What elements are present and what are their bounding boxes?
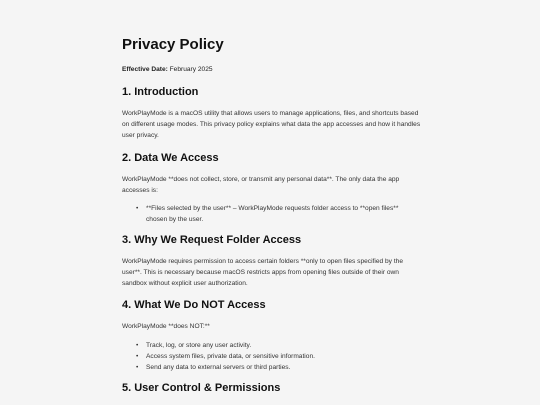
section-heading-folder-access: 3. Why We Request Folder Access bbox=[122, 234, 302, 246]
section-heading-user-control: 5. User Control & Permissions bbox=[122, 382, 281, 394]
not-access-list bbox=[122, 340, 416, 373]
effective-date bbox=[122, 66, 213, 73]
list-item: • **Files selected by the user** – WorkPlayMode requests folder access to **open files** chosen by the user. bbox=[136, 203, 416, 225]
section-paragraph-data-access: WorkPlayMode **does not collect, store, or transmit any personal data**. The only data the app accesses is: bbox=[122, 176, 400, 194]
section-heading-data-access: 2. Data We Access bbox=[122, 152, 219, 164]
section-paragraph-introduction: WorkPlayMode is a macOS utility that allows users to manage applications, files, and shortcuts based on different usage modes. This privacy policy explains what data the app accesses and how it handles user privacy. bbox=[122, 110, 421, 139]
list-item: • Access system files, private data, or sensitive information. bbox=[136, 351, 416, 362]
section-paragraph-folder-access: WorkPlayMode requires permission to access certain folders **only to open files specified by the user**. This is necessary because macOS restricts apps from opening files outside of their own sandbox without explicit user authorization. bbox=[122, 258, 403, 287]
page-title: Privacy Policy bbox=[122, 36, 224, 53]
section-heading-introduction: 1. Introduction bbox=[122, 86, 199, 98]
data-access-list bbox=[122, 203, 416, 225]
section-paragraph-not-access: WorkPlayMode **does NOT:** bbox=[122, 323, 210, 330]
section-heading-not-access: 4. What We Do NOT Access bbox=[122, 299, 266, 311]
list-item: • Send any data to external servers or third parties. bbox=[136, 362, 416, 373]
effective-date-label: Effective Date: bbox=[122, 66, 168, 73]
list-item: • Track, log, or store any user activity. bbox=[136, 340, 416, 351]
effective-date-value: February 2025 bbox=[169, 66, 213, 73]
